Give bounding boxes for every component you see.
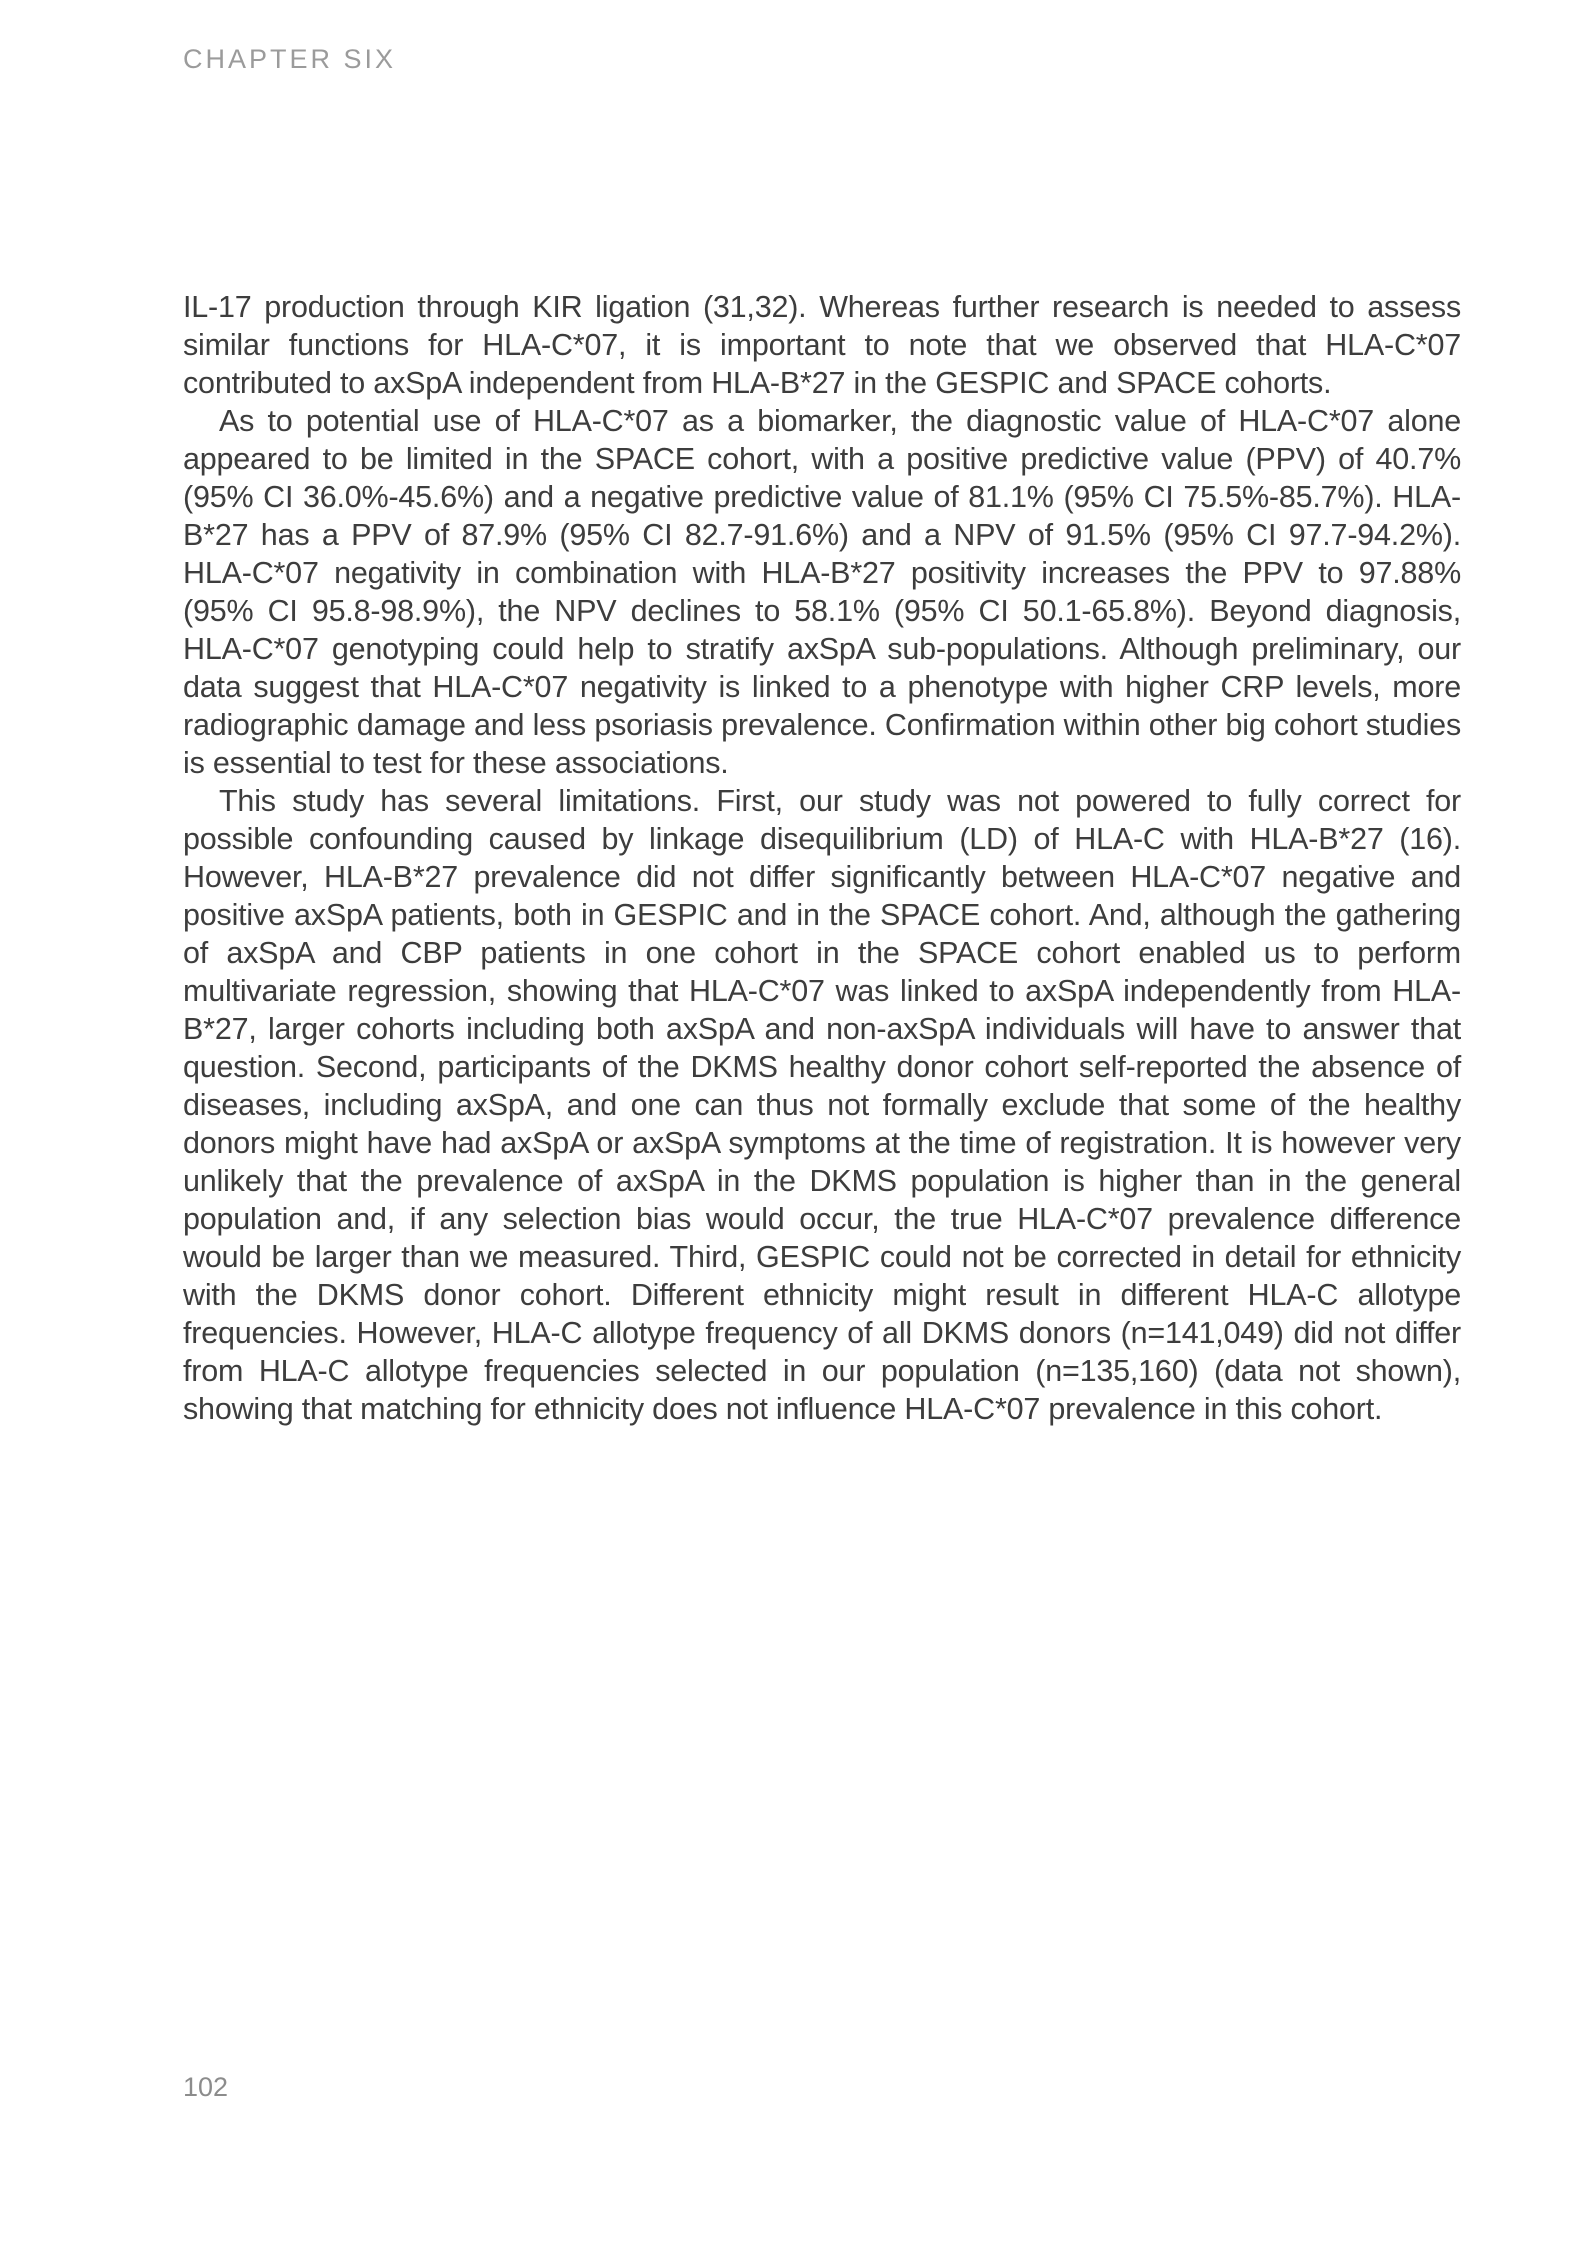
body-text-block	[183, 288, 1461, 1428]
paragraph-il17: IL-17 production through KIR ligation (31,32). Whereas further research is needed to assess similar functions for HLA-C*07, it is important to note that we observed that HLA-C*07 contributed to axSpA independent from HLA-B*27 in the GESPIC and SPACE cohorts.	[183, 290, 1461, 400]
chapter-running-header: CHAPTER SIX	[183, 44, 397, 74]
paragraph-biomarker: As to potential use of HLA-C*07 as a biomarker, the diagnostic value of HLA-C*07 alone appeared to be limited in the SPACE cohort, with a positive predictive value (PPV) of 40.7% (95% CI 36.0%-45.6%) and a negative predictive value of 81.1% (95% CI 75.5%-85.7%). HLA-B*27 has a PPV of 87.9% (95% CI 82.7-91.6%) and a NPV of 91.5% (95% CI 97.7-94.2%). HLA-C*07 negativity in combination with HLA-B*27 positivity increases the PPV to 97.88% (95% CI 95.8-98.9%), the NPV declines to 58.1% (95% CI 50.1-65.8%). Beyond diagnosis, HLA-C*07 genotyping could help to stratify axSpA sub-populations. Although preliminary, our data suggest that HLA-C*07 negativity is linked to a phenotype with higher CRP levels, more radiographic damage and less psoriasis prevalence. Confirmation within other big cohort studies is essential to test for these associations.	[183, 404, 1461, 780]
page-number: 102	[183, 2072, 229, 2102]
paragraph-limitations: This study has several limitations. First, our study was not powered to fully correct for possible confounding caused by linkage disequilibrium (LD) of HLA-C with HLA-B*27 (16). However, HLA-B*27 prevalence did not differ significantly between HLA-C*07 negative and positive axSpA patients, both in GESPIC and in the SPACE cohort. And, although the gathering of axSpA and CBP patients in one cohort in the SPACE cohort enabled us to perform multivariate regression, showing that HLA-C*07 was linked to axSpA independently from HLA-B*27, larger cohorts including both axSpA and non-axSpA individuals will have to answer that question. Second, participants of the DKMS healthy donor cohort self-reported the absence of diseases, including axSpA, and one can thus not formally exclude that some of the healthy donors might have had axSpA or axSpA symptoms at the time of registration. It is however very unlikely that the prevalence of axSpA in the DKMS population is higher than in the general population and, if any selection bias would occur, the true HLA-C*07 prevalence difference would be larger than we measured. Third, GESPIC could not be corrected in detail for ethnicity with the DKMS donor cohort. Different ethnicity might result in different HLA-C allotype frequencies. However, HLA-C allotype frequency of all DKMS donors (n=141,049) did not differ from HLA-C allotype frequencies selected in our population (n=135,160) (data not shown), showing that matching for ethnicity does not influence HLA-C*07 prevalence in this cohort.	[183, 784, 1461, 1426]
